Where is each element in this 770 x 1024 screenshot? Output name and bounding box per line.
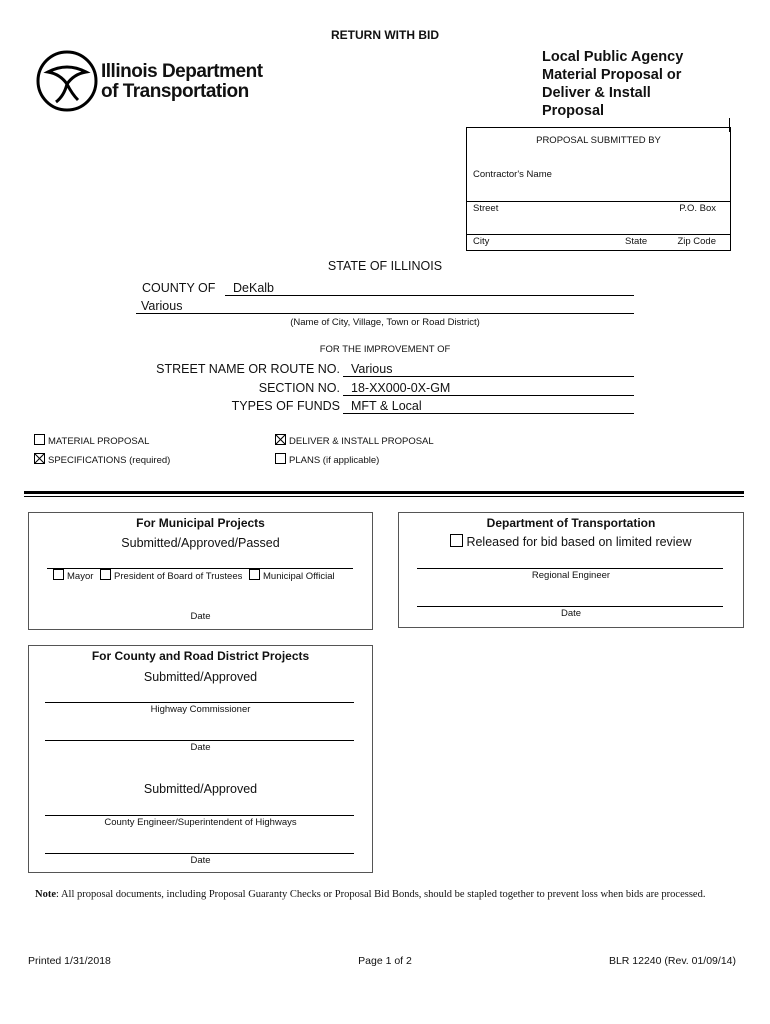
- section-no-field[interactable]: 18-XX000-0X-GM: [343, 381, 634, 396]
- form-id: BLR 12240 (Rev. 01/09/14): [608, 955, 736, 967]
- municipal-status: Submitted/Approved/Passed: [121, 536, 280, 550]
- state-label: State: [625, 236, 648, 247]
- highway-commissioner-label: Highway Commissioner: [150, 704, 251, 715]
- option-deliver-install[interactable]: [275, 434, 434, 447]
- county-projects-title: For County and Road District Projects: [91, 649, 310, 663]
- checkbox-unchecked-icon[interactable]: [53, 569, 64, 580]
- municipal-signers: [53, 569, 335, 582]
- checkbox-checked-icon[interactable]: [275, 434, 286, 445]
- po-box-label: P.O. Box: [679, 203, 716, 214]
- idot-logo: [34, 48, 284, 114]
- president-label: President of Board of Trustees: [114, 571, 243, 582]
- proposal-submitted-heading: PROPOSAL SUBMITTED BY: [536, 135, 661, 146]
- proposal-submitted-box: [466, 127, 731, 251]
- option-municipal-official[interactable]: [249, 571, 335, 582]
- form-title-line: Proposal: [542, 103, 605, 119]
- street-route-field[interactable]: Various: [343, 362, 634, 377]
- city-label: City: [473, 236, 490, 247]
- municipality-field[interactable]: Various: [136, 299, 634, 314]
- municipal-title: For Municipal Projects: [136, 516, 265, 530]
- street-route-label: STREET NAME OR ROUTE NO.: [156, 362, 340, 376]
- county-label: COUNTY OF: [142, 281, 216, 295]
- section-divider: [24, 491, 744, 494]
- option-specifications[interactable]: [34, 453, 170, 466]
- released-label: Released for bid based on limited review: [466, 535, 692, 549]
- dot-box: [398, 512, 744, 628]
- county-status-1: Submitted/Approved: [143, 670, 258, 684]
- checkbox-unchecked-icon[interactable]: [100, 569, 111, 580]
- municipal-date-label: Date: [190, 611, 211, 622]
- checkbox-unchecked-icon[interactable]: [34, 434, 45, 445]
- county-projects-box: [28, 645, 373, 873]
- dot-released-option[interactable]: [399, 534, 743, 549]
- state-title: STATE OF ILLINOIS: [327, 259, 443, 273]
- county-field[interactable]: DeKalb: [225, 281, 634, 296]
- contractor-name-label: Contractor's Name: [473, 169, 552, 180]
- printed-date: Printed 1/31/2018: [28, 955, 111, 967]
- note-label: Note: [35, 889, 56, 900]
- agency-name-line1: Illinois Department: [101, 61, 263, 82]
- municipal-projects-box: [28, 512, 373, 630]
- dot-date-label: Date: [560, 608, 582, 619]
- specifications-label: SPECIFICATIONS (required): [48, 455, 171, 466]
- checkbox-unchecked-icon[interactable]: [275, 453, 286, 464]
- option-material-proposal[interactable]: [34, 434, 149, 447]
- county-engineer-label: County Engineer/Superintendent of Highways: [104, 817, 297, 828]
- zip-code-label: Zip Code: [677, 236, 716, 247]
- form-title: [542, 48, 683, 120]
- checkbox-unchecked-icon[interactable]: [249, 569, 260, 580]
- option-plans[interactable]: [275, 453, 379, 466]
- street-label: Street: [473, 203, 499, 214]
- municipal-official-label: Municipal Official: [263, 571, 335, 582]
- types-of-funds-label: TYPES OF FUNDS: [231, 399, 340, 413]
- mayor-label: Mayor: [67, 571, 94, 582]
- form-title-line: Deliver & Install: [542, 85, 651, 101]
- municipality-caption: (Name of City, Village, Town or Road District): [290, 317, 480, 328]
- material-proposal-label: MATERIAL PROPOSAL: [48, 436, 150, 447]
- checkbox-checked-icon[interactable]: [34, 453, 45, 464]
- agency-name-line2: of Transportation: [101, 81, 249, 102]
- dot-title: Department of Transportation: [486, 516, 656, 530]
- plans-label: PLANS (if applicable): [289, 455, 380, 466]
- checkbox-unchecked-icon[interactable]: [450, 534, 463, 547]
- improvement-caption: FOR THE IMPROVEMENT OF: [319, 344, 451, 355]
- option-mayor[interactable]: [53, 571, 93, 582]
- county-date-1-label: Date: [190, 742, 211, 753]
- note: [35, 888, 725, 902]
- page-number: Page 1 of 2: [358, 955, 412, 967]
- idot-emblem-icon: [34, 48, 100, 114]
- county-status-2: Submitted/Approved: [143, 782, 258, 796]
- note-text: : All proposal documents, including Proposal Guaranty Checks or Proposal Bid Bonds, should be stapled together to prevent loss when bids are processed.: [56, 889, 706, 900]
- regional-engineer-label: Regional Engineer: [531, 570, 611, 581]
- form-title-line: Material Proposal or: [542, 67, 682, 83]
- form-title-line: Local Public Agency: [542, 49, 684, 65]
- return-with-bid: RETURN WITH BID: [331, 28, 439, 42]
- section-no-label: SECTION NO.: [258, 381, 340, 395]
- option-president[interactable]: [100, 571, 242, 582]
- county-date-2-label: Date: [190, 855, 211, 866]
- deliver-install-label: DELIVER & INSTALL PROPOSAL: [289, 436, 434, 447]
- types-of-funds-field[interactable]: MFT & Local: [343, 399, 634, 414]
